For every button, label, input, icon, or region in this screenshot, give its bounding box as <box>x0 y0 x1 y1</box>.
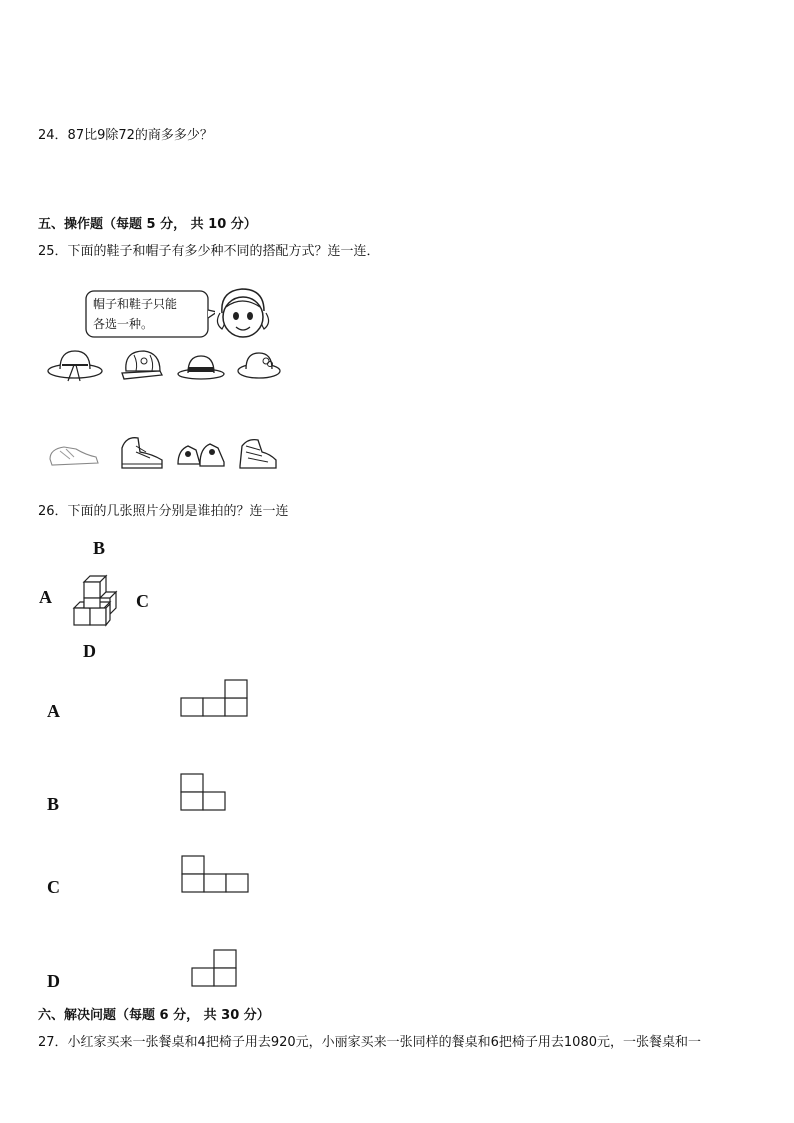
question-26: 26．下面的几张照片分别是谁拍的？连一连 <box>38 504 289 519</box>
view-label-d: D <box>47 971 60 991</box>
view-label-c: C <box>47 877 60 897</box>
view-b-squares <box>180 773 230 817</box>
direction-label-b: B <box>93 538 106 558</box>
bubble-line-1: 帽子和鞋子只能 <box>93 297 178 311</box>
cube-arrangement <box>70 574 122 632</box>
shoe-1-icon <box>46 437 102 473</box>
question-24: 24．87比9除72的商多多少？ <box>38 128 213 143</box>
hat-1-icon <box>46 345 104 389</box>
shoe-3-icon <box>174 434 228 474</box>
view-label-b: B <box>47 794 60 814</box>
speech-bubble <box>85 290 215 340</box>
direction-label-c: C <box>136 591 149 611</box>
view-d-squares <box>191 949 241 993</box>
shoe-4-icon <box>234 432 280 476</box>
section-5-header: 五、操作题（每题 5 分， 共 10 分） <box>38 217 257 232</box>
section-6-header: 六、解决问题（每题 6 分， 共 30 分） <box>38 1008 270 1023</box>
shoe-2-icon <box>116 432 168 476</box>
hat-2-icon <box>118 345 166 389</box>
bubble-line-2: 各选一种。 <box>93 317 154 331</box>
view-c-squares <box>181 855 253 899</box>
direction-label-d: D <box>83 641 96 661</box>
direction-label-a: A <box>39 587 52 607</box>
hat-4-icon <box>236 345 282 389</box>
view-label-a: A <box>47 701 60 721</box>
question-25: 25．下面的鞋子和帽子有多少种不同的搭配方式？连一连． <box>38 244 380 259</box>
girl-illustration <box>212 283 274 349</box>
view-a-squares <box>180 679 250 723</box>
question-27: 27．小红家买来一张餐桌和4把椅子用去920元，小丽家买来一张同样的餐桌和6把椅子用去1080元，一张餐桌和一 <box>38 1035 701 1050</box>
hat-3-icon <box>176 348 226 388</box>
